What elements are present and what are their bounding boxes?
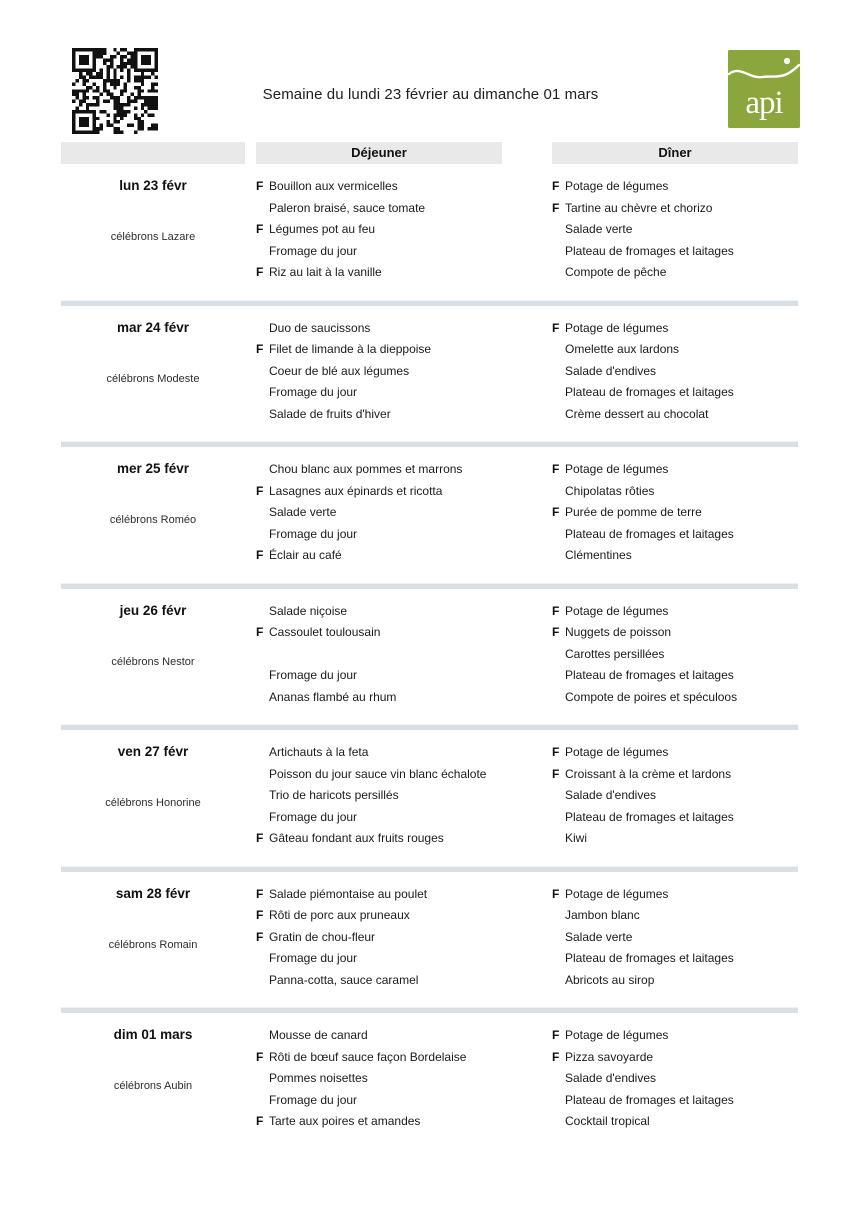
menu-item-label: Carottes persillées <box>565 646 665 661</box>
homemade-marker <box>552 241 565 263</box>
menu-item <box>256 404 502 426</box>
dinner-menu <box>552 176 798 284</box>
menu-item <box>256 785 502 807</box>
homemade-marker: F <box>552 886 560 901</box>
homemade-marker: F <box>552 1028 560 1042</box>
menu-item-label: Chou blanc aux pommes et marrons <box>269 462 463 476</box>
menu-item <box>552 481 798 503</box>
menu-item-label: Plateau de fromages et laitages <box>565 951 734 965</box>
menu-item-label: Salade d'endives <box>565 1071 657 1085</box>
homemade-marker <box>256 764 269 786</box>
menu-item <box>256 622 502 644</box>
menu-item-label: Panna-cotta, sauce caramel <box>269 972 419 987</box>
homemade-marker: F <box>256 1049 264 1064</box>
menu-item <box>256 524 502 546</box>
homemade-marker <box>256 807 269 829</box>
homemade-marker <box>552 339 565 361</box>
day-header <box>61 459 245 567</box>
page-header <box>0 0 861 140</box>
homemade-marker <box>256 404 269 426</box>
menu-item-label: Potage de légumes <box>565 462 669 476</box>
homemade-marker <box>552 828 565 850</box>
menu-item-label: Potage de légumes <box>565 886 669 901</box>
homemade-marker <box>552 665 565 687</box>
lunch-menu <box>256 742 502 850</box>
menu-item <box>256 644 502 666</box>
homemade-marker <box>256 524 269 546</box>
homemade-marker: F <box>552 505 560 519</box>
homemade-marker <box>256 502 269 524</box>
menu-item <box>552 1047 798 1069</box>
menu-item-label: Rôti de porc aux pruneaux <box>269 908 410 922</box>
day-date: mar 24 févr <box>116 319 190 335</box>
homemade-marker: F <box>256 483 264 498</box>
menu-item <box>552 884 798 906</box>
homemade-marker <box>552 404 565 426</box>
menu-item-label: Plateau de fromages et laitages <box>565 385 734 399</box>
menu-item <box>552 502 798 524</box>
homemade-marker: F <box>552 766 560 781</box>
menu-item-label: Abricots au sirop <box>565 972 655 987</box>
menu-item-label: Plateau de fromages et laitages <box>565 526 734 541</box>
menu-item-label: Artichauts à la feta <box>269 745 369 759</box>
menu-item <box>256 382 502 404</box>
menu-item-label: Plateau de fromages et laitages <box>565 668 734 682</box>
menu-item <box>552 905 798 927</box>
homemade-marker <box>256 1025 269 1047</box>
lunch-menu <box>256 318 502 426</box>
menu-item-label: Potage de légumes <box>565 320 669 335</box>
api-logo-icon <box>728 50 800 128</box>
menu-item <box>256 828 502 850</box>
homemade-marker <box>552 807 565 829</box>
homemade-marker <box>256 361 269 383</box>
menu-item <box>256 545 502 567</box>
homemade-marker <box>552 481 565 503</box>
menu-item-label: Fromage du jour <box>269 526 358 541</box>
dinner-menu <box>552 742 798 850</box>
menu-item-label: Tarte aux poires et amandes <box>269 1114 421 1128</box>
menu-item-label: Fromage du jour <box>269 951 358 965</box>
menu-item-label: Purée de pomme de terre <box>565 505 702 519</box>
day-block <box>0 306 861 448</box>
menu-item-label: Clémentines <box>565 548 632 562</box>
menu-item <box>552 1025 798 1047</box>
menu-item-label: Coeur de blé aux légumes <box>269 363 410 378</box>
homemade-marker <box>552 927 565 949</box>
menu-item <box>552 948 798 970</box>
menu-item-label: Salade d'endives <box>565 363 657 378</box>
menu-item-label: Pizza savoyarde <box>565 1049 654 1064</box>
menu-item-label: Compote de poires et spéculoos <box>565 689 738 704</box>
menu-item <box>256 601 502 623</box>
homemade-marker: F <box>256 831 264 845</box>
homemade-marker <box>552 1111 565 1133</box>
homemade-marker <box>256 970 269 992</box>
menu-item-label: Omelette aux lardons <box>565 342 680 356</box>
menu-item <box>552 665 798 687</box>
homemade-marker <box>256 601 269 623</box>
homemade-marker <box>552 970 565 992</box>
menu-item <box>552 1068 798 1090</box>
menu-item-label: Duo de saucissons <box>269 320 371 335</box>
menu-item-label: Tartine au chèvre et chorizo <box>565 200 713 215</box>
day-block <box>0 589 861 731</box>
homemade-marker <box>552 219 565 241</box>
menu-item-label: Potage de légumes <box>565 1028 669 1042</box>
menu-item <box>256 742 502 764</box>
day-celebration: célébrons Modeste <box>106 372 200 385</box>
menu-item-label: Plateau de fromages et laitages <box>565 809 734 824</box>
menu-item <box>256 1111 502 1133</box>
homemade-marker: F <box>256 886 264 901</box>
homemade-marker <box>552 524 565 546</box>
menu-item <box>552 644 798 666</box>
menu-item-label: Fromage du jour <box>269 243 358 258</box>
menu-item-label: Fromage du jour <box>269 668 358 682</box>
homemade-marker <box>256 318 269 340</box>
column-headers <box>61 142 798 164</box>
page-title: Semaine du lundi 23 février au dimanche 01 mars <box>262 86 599 103</box>
homemade-marker <box>256 459 269 481</box>
homemade-marker <box>256 742 269 764</box>
menu-item-label: Mousse de canard <box>269 1028 368 1042</box>
homemade-marker: F <box>256 222 264 236</box>
menu-item-label: Jambon blanc <box>565 908 640 922</box>
menu-item <box>552 318 798 340</box>
homemade-marker <box>552 1068 565 1090</box>
homemade-marker <box>552 644 565 666</box>
day-date: dim 01 mars <box>113 1027 193 1042</box>
day-date: ven 27 févr <box>117 744 189 759</box>
day-celebration: célébrons Romain <box>108 938 198 951</box>
menu-item-label: Trio de haricots persillés <box>269 788 399 802</box>
menu-item <box>256 1047 502 1069</box>
menu-item <box>256 884 502 906</box>
homemade-marker: F <box>552 200 560 215</box>
homemade-marker: F <box>552 320 560 335</box>
menu-item-label: Éclair au café <box>269 548 342 562</box>
homemade-marker: F <box>256 908 264 922</box>
homemade-marker <box>552 382 565 404</box>
homemade-marker: F <box>552 1049 560 1064</box>
menu-item <box>256 1068 502 1090</box>
menu-item <box>256 339 502 361</box>
lunch-menu <box>256 1025 502 1133</box>
menu-item <box>256 502 502 524</box>
menu-item <box>552 742 798 764</box>
menu-item <box>256 687 502 709</box>
menu-item-label: Fromage du jour <box>269 385 358 399</box>
day-date: lun 23 févr <box>119 178 187 193</box>
day-block <box>0 1013 861 1133</box>
homemade-marker <box>256 785 269 807</box>
menu-item-label: Nuggets de poisson <box>565 625 672 639</box>
homemade-marker: F <box>256 342 264 356</box>
menu-item-label: Fromage du jour <box>269 1092 358 1107</box>
day-date: jeu 26 févr <box>119 602 187 618</box>
menu-item <box>552 361 798 383</box>
homemade-marker <box>552 905 565 927</box>
column-header-day <box>61 142 245 164</box>
lunch-menu <box>256 176 502 284</box>
homemade-marker: F <box>256 1114 264 1128</box>
homemade-marker <box>256 687 269 709</box>
menu-item <box>256 481 502 503</box>
homemade-marker <box>256 665 269 687</box>
lunch-menu <box>256 884 502 992</box>
menu-item-label: Compote de pêche <box>565 265 667 279</box>
homemade-marker: F <box>552 179 560 193</box>
homemade-marker <box>552 361 565 383</box>
homemade-marker <box>552 948 565 970</box>
menu-item <box>552 241 798 263</box>
lunch-menu <box>256 601 502 709</box>
menu-item-label: Salade d'endives <box>565 788 657 802</box>
menu-item <box>552 687 798 709</box>
menu-item-label: Salade verte <box>269 505 337 519</box>
day-block <box>0 730 861 872</box>
homemade-marker <box>552 1090 565 1112</box>
menu-item-label: Pommes noisettes <box>269 1071 368 1085</box>
menu-item-label: Fromage du jour <box>269 809 358 824</box>
menu-item-label: Bouillon aux vermicelles <box>269 179 398 193</box>
homemade-marker: F <box>256 548 264 562</box>
homemade-marker <box>552 687 565 709</box>
menu-item <box>552 176 798 198</box>
menu-item <box>552 524 798 546</box>
menu-item-label: Gâteau fondant aux fruits rouges <box>269 831 444 845</box>
homemade-marker: F <box>552 462 560 476</box>
day-celebration: célébrons Nestor <box>111 655 195 668</box>
menu-item-label: Kiwi <box>565 831 588 845</box>
menu-item <box>256 219 502 241</box>
menu-item-label: Cocktail tropical <box>565 1114 650 1128</box>
homemade-marker: F <box>256 929 264 944</box>
menu-item-label: Salade piémontaise au poulet <box>269 886 428 901</box>
day-celebration: célébrons Honorine <box>105 797 201 809</box>
menu-item <box>552 198 798 220</box>
homemade-marker <box>256 1068 269 1090</box>
menu-item <box>256 970 502 992</box>
menu-item <box>552 601 798 623</box>
menu-item-label: Riz au lait à la vanille <box>269 265 382 279</box>
menu-item-label: Salade de fruits d'hiver <box>269 406 391 421</box>
menu-item <box>256 198 502 220</box>
menu-item-label: Salade verte <box>565 929 633 944</box>
menu-item <box>552 622 798 644</box>
api-logo-text: api <box>745 85 783 121</box>
dinner-menu <box>552 1025 798 1133</box>
homemade-marker <box>256 948 269 970</box>
menu-item <box>552 1111 798 1133</box>
menu-item <box>256 764 502 786</box>
menu-days <box>0 164 861 1133</box>
menu-item <box>552 545 798 567</box>
day-celebration: célébrons Lazare <box>110 231 196 243</box>
homemade-marker: F <box>256 265 264 279</box>
homemade-marker: F <box>552 625 560 639</box>
menu-item <box>256 948 502 970</box>
menu-item <box>552 459 798 481</box>
day-header <box>61 176 245 284</box>
menu-item <box>256 807 502 829</box>
menu-item-label: Rôti de bœuf sauce façon Bordelaise <box>269 1049 467 1064</box>
homemade-marker <box>256 241 269 263</box>
homemade-marker: F <box>256 179 264 193</box>
menu-item <box>256 905 502 927</box>
dinner-menu <box>552 884 798 992</box>
menu-item <box>552 219 798 241</box>
menu-item-label: Salade niçoise <box>269 603 348 618</box>
menu-item <box>256 176 502 198</box>
menu-item <box>256 665 502 687</box>
homemade-marker <box>256 644 269 666</box>
menu-item <box>552 339 798 361</box>
dinner-menu <box>552 318 798 426</box>
homemade-marker <box>552 785 565 807</box>
day-header <box>61 601 245 709</box>
menu-item-label: Filet de limande à la dieppoise <box>269 342 432 356</box>
menu-item <box>552 970 798 992</box>
homemade-marker: F <box>256 625 264 639</box>
menu-item <box>552 828 798 850</box>
lunch-menu <box>256 459 502 567</box>
menu-item-label: Lasagnes aux épinards et ricotta <box>269 483 443 498</box>
menu-item-label: Poisson du jour sauce vin blanc échalote <box>269 766 487 781</box>
menu-item-label: Paleron braisé, sauce tomate <box>269 200 426 215</box>
day-header <box>61 318 245 426</box>
day-date: sam 28 févr <box>115 885 191 901</box>
day-block <box>0 872 861 1014</box>
menu-item <box>552 404 798 426</box>
column-header-lunch: Déjeuner <box>256 142 502 164</box>
dinner-menu <box>552 601 798 709</box>
day-celebration: célébrons Aubin <box>113 1080 193 1092</box>
column-header-dinner: Dîner <box>552 142 798 164</box>
api-logo <box>728 50 800 128</box>
day-block <box>0 447 861 589</box>
menu-item <box>552 1090 798 1112</box>
menu-item-label: Crème dessert au chocolat <box>565 406 709 421</box>
menu-item-label: Ananas flambé au rhum <box>269 689 397 704</box>
menu-item <box>256 361 502 383</box>
day-header <box>61 1025 245 1133</box>
menu-item-label: Croissant à la crème et lardons <box>565 766 732 781</box>
menu-item-label: Cassoulet toulousain <box>269 625 381 639</box>
dinner-menu <box>552 459 798 567</box>
day-header <box>61 884 245 992</box>
menu-item-label: Salade verte <box>565 222 633 236</box>
menu-item <box>256 927 502 949</box>
menu-item <box>256 1025 502 1047</box>
menu-item <box>256 1090 502 1112</box>
menu-item-label: Gratin de chou-fleur <box>269 929 376 944</box>
homemade-marker <box>552 262 565 284</box>
menu-item <box>256 262 502 284</box>
menu-item <box>552 927 798 949</box>
homemade-marker <box>552 545 565 567</box>
menu-item <box>256 459 502 481</box>
menu-item-label: Potage de légumes <box>565 603 669 618</box>
menu-item <box>256 318 502 340</box>
menu-item-label: Chipolatas rôties <box>565 483 655 498</box>
menu-item-label: Légumes pot au feu <box>269 222 376 236</box>
menu-item-label: Potage de légumes <box>565 179 669 193</box>
menu-item <box>256 241 502 263</box>
menu-item-label: Potage de légumes <box>565 745 669 759</box>
menu-item-label: Plateau de fromages et laitages <box>565 243 734 258</box>
day-block <box>0 164 861 306</box>
homemade-marker: F <box>552 745 560 759</box>
menu-item-label: Plateau de fromages et laitages <box>565 1092 734 1107</box>
menu-item <box>552 785 798 807</box>
menu-item <box>552 262 798 284</box>
menu-item <box>552 807 798 829</box>
menu-item <box>552 764 798 786</box>
homemade-marker <box>256 198 269 220</box>
homemade-marker <box>256 382 269 404</box>
day-celebration: célébrons Roméo <box>109 514 197 526</box>
menu-item <box>552 382 798 404</box>
day-header <box>61 742 245 850</box>
day-date: mer 25 févr <box>116 461 190 476</box>
homemade-marker <box>256 1090 269 1112</box>
homemade-marker: F <box>552 603 560 618</box>
